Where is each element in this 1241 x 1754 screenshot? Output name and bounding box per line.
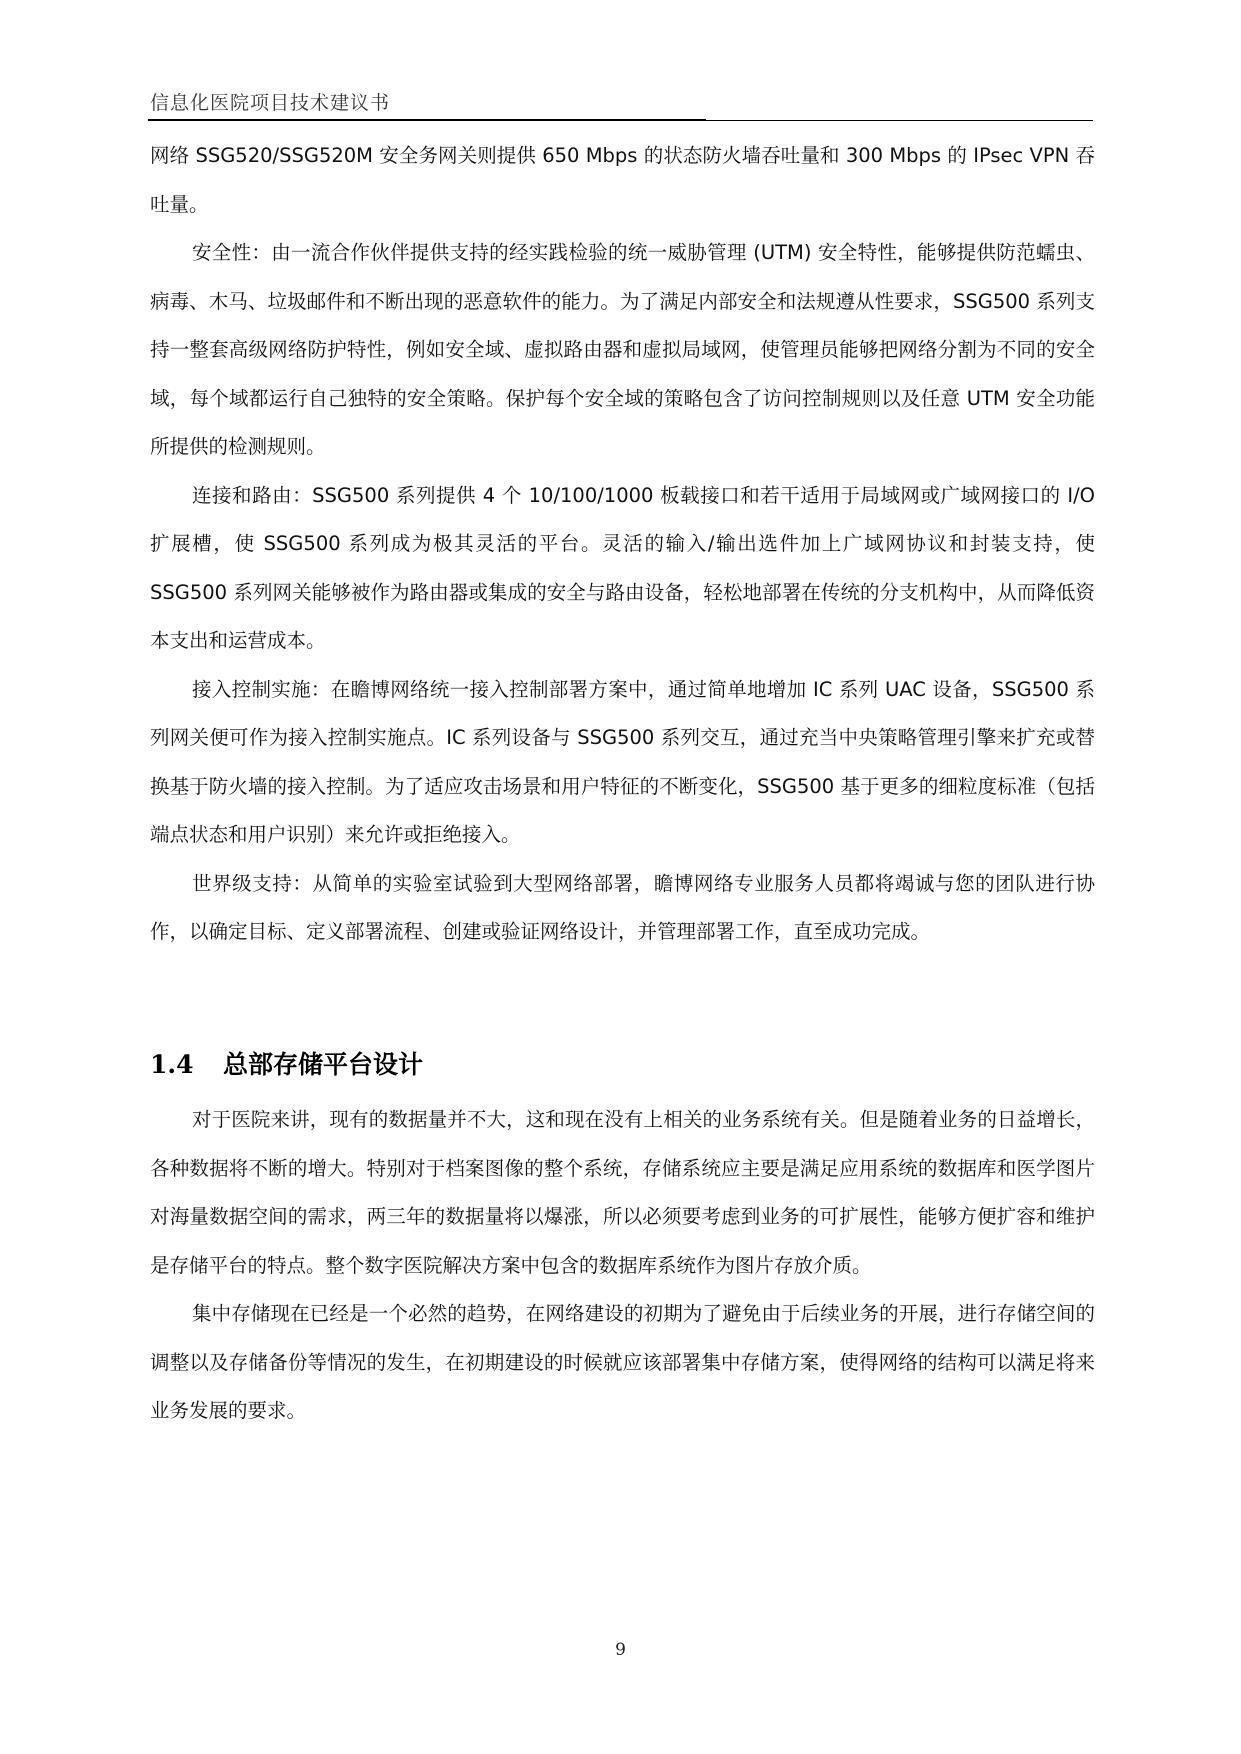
paragraph: 安全性：由一流合作伙伴提供支持的经实践检验的统一威胁管理 (UTM) 安全特性，能够提供防范蠕虫、病毒、木马、垃圾邮件和不断出现的恶意软件的能力。为了满足内部安全和法规遵从性要求，SSG500 系列支持一整套高级网络防护特性，例如安全域、虚拟路由器和虚拟局域网，使管理员能够把网络分割为不同的安全域，每个域都运行自己独特的安全策略。保护每个安全域的策略包含了访问控制规则以及任意 UTM 安全功能所提供的检测规则。	[150, 241, 1095, 458]
page-number: 9	[615, 1640, 626, 1660]
section-number: 1.4	[150, 1050, 194, 1079]
paragraph: 接入控制实施：在瞻博网络统一接入控制部署方案中，通过简单地增加 IC 系列 UAC 设备，SSG500 系列网关便可作为接入控制实施点。IC 系列设备与 SSG500 系列交互，通过充当中央策略管理引擎来扩充或替换基于防火墙的接入控制。为了适应攻击场景和用户特征的不断变化，SSG500 基于更多的细粒度标准（包括端点状态和用户识别）来允许或拒绝接入。	[150, 677, 1095, 846]
body-bottom	[150, 1096, 1095, 1436]
body-top	[150, 132, 1095, 957]
paragraph: 对于医院来讲，现有的数据量并不大，这和现在没有上相关的业务系统有关。但是随着业务的日益增长，各种数据将不断的增大。特别对于档案图像的整个系统，存储系统应主要是满足应用系统的数据库和医学图片对海量数据空间的需求，两三年的数据量将以爆涨，所以必须要考虑到业务的可扩展性，能够方便扩容和维护是存储平台的特点。整个数字医院解决方案中包含的数据库系统作为图片存放介质。	[150, 1108, 1095, 1277]
page-header-title: 信息化医院项目技术建议书	[150, 92, 391, 114]
paragraph: 连接和路由：SSG500 系列提供 4 个 10/100/1000 板载接口和若干适用于局域网或广域网接口的 I/O 扩展槽，使 SSG500 系列成为极其灵活的平台。灵活的输入/输出选件加上广域网协议和封装支持，使 SSG500 系列网关能够被作为路由器或集成的安全与路由设备，轻松地部署在传统的分支机构中，从而降低资本支出和运营成本。	[150, 483, 1095, 652]
paragraph: 集中存储现在已经是一个必然的趋势，在网络建设的初期为了避免由于后续业务的开展，进行存储空间的调整以及存储备份等情况的发生，在初期建设的时候就应该部署集中存储方案，使得网络的结构可以满足将来业务发展的要求。	[150, 1302, 1095, 1422]
section-heading	[150, 1045, 423, 1081]
section-title-text: 总部存储平台设计	[222, 1050, 423, 1079]
header-rule-thin	[706, 120, 1093, 121]
paragraph: 网络 SSG520/SSG520M 安全务网关则提供 650 Mbps 的状态防火墙吞吐量和 300 Mbps 的 IPsec VPN 吞吐量。	[150, 144, 1095, 216]
header-rule-thick	[148, 119, 706, 121]
paragraph: 世界级支持：从简单的实验室试验到大型网络部署，瞻博网络专业服务人员都将竭诚与您的团队进行协作，以确定目标、定义部署流程、创建或验证网络设计，并管理部署工作，直至成功完成。	[150, 871, 1095, 943]
